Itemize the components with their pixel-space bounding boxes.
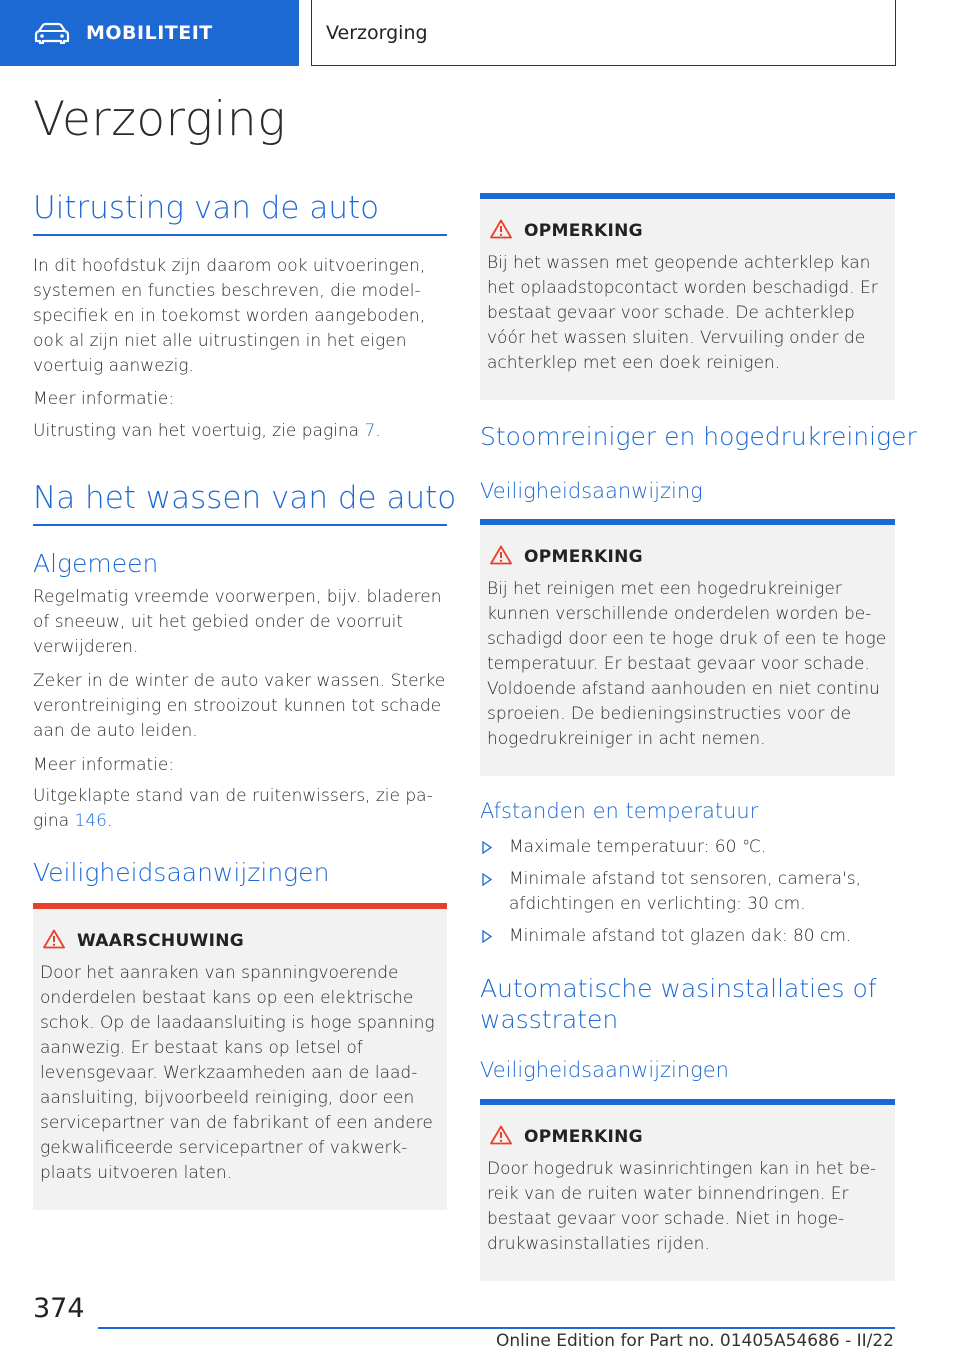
- paragraph-reference: [33, 784, 447, 834]
- list-item-text: Maximale temperatuur: 60 ℃.: [509, 837, 767, 857]
- notice-title: OPMERKING: [524, 221, 643, 241]
- heading-distances: Afstanden en temperatuur: [480, 799, 759, 823]
- warning-triangle-icon: [490, 219, 512, 239]
- list-item-text: Minimale afstand tot glazen dak: 80 cm.: [509, 926, 852, 946]
- page-number: 374: [33, 1293, 85, 1324]
- warning-triangle-icon: [490, 545, 512, 565]
- heading-general: Algemeen: [33, 549, 159, 578]
- warning-body: Door het aanraken van spanningvoerende onderdelen bestaat kans op een elektrische schok. Op de laadaansluiting is hoge spanning aanwezig. Er bestaat kans op letsel of levensgevaar. Werkzaamheden aan de laadaansluiting, bijvoorbeeld reiniging, door een servicepartner van de fabrikant of een andere gekwalificeerde servicepartner of vakwerkplaats uitvoeren laten.: [40, 963, 435, 1183]
- paragraph-more-info: Meer informatie:: [33, 389, 175, 409]
- heading-safety: Veiligheidsaanwijzingen: [33, 858, 330, 887]
- reference-end: .: [106, 811, 113, 831]
- notice-body: Bij het reinigen met een hogedrukreiniger kunnen verschillende onderdelen worden beschadigd door een te hoge druk of een te hoge temperatuur. Er bestaat gevaar voor schade. Voldoende afstand aanhouden en niet continu sproeien. De bedieningsinstructies voor de hogedrukreiniger in acht nemen.: [487, 579, 887, 749]
- paragraph-general-2: Zeker in de winter de auto vaker wassen. Sterke verontreiniging en strooizout kunnen tot schade aan de auto leiden.: [33, 671, 446, 741]
- notice-title: OPMERKING: [524, 1127, 643, 1147]
- current-topic: Verzorging: [311, 0, 896, 66]
- heading-car-wash: Automatische wasinstallaties of wasstraten: [480, 974, 877, 1034]
- notice-box-3: [480, 1099, 895, 1281]
- reference-text: Uitgeklapte stand van de ruitenwissers, zie pagina: [33, 786, 433, 831]
- page-link-146[interactable]: 146: [74, 811, 107, 831]
- notice-box-1: [480, 193, 895, 400]
- page-link-7[interactable]: 7: [364, 421, 376, 441]
- list-item-text: Minimale afstand tot sensoren, camera's, afdichtingen en verlichting: 30 cm.: [509, 869, 862, 914]
- triangle-bullet-icon: [482, 930, 492, 943]
- notice-bar: [480, 1099, 895, 1105]
- warning-bar: [33, 903, 447, 909]
- warning-triangle-icon: [490, 1125, 512, 1145]
- heading-rule: [33, 234, 447, 236]
- footer-rule: [98, 1327, 895, 1329]
- heading-safety-instruction: Veiligheidsaanwijzing: [480, 479, 703, 503]
- list-item: [480, 924, 895, 949]
- triangle-bullet-icon: [482, 873, 492, 886]
- notice-bar: [480, 193, 895, 199]
- list-item: [480, 867, 895, 917]
- triangle-bullet-icon: [482, 841, 492, 854]
- heading-safety-instructions: Veiligheidsaanwijzingen: [480, 1058, 729, 1082]
- heading-after-wash: Na het wassen van de auto: [33, 480, 457, 516]
- edition-label: Online Edition for Part no. 01405A54686 - II/22: [495, 1331, 894, 1351]
- list-item: [480, 835, 895, 860]
- paragraph-equipment: In dit hoofdstuk zijn daarom ook uitvoeringen, systemen en functies beschreven, die modelspecifiek en in toekomst worden aangeboden, ook al zijn niet alle uitrustingen in het eigen voertuig aanwezig.: [33, 256, 426, 376]
- bullet-list: [480, 835, 895, 956]
- paragraph-more-info: Meer informatie:: [33, 755, 175, 775]
- heading-equipment: Uitrusting van de auto: [33, 190, 380, 226]
- car-icon: [34, 22, 70, 44]
- warning-title: WAARSCHUWING: [77, 931, 245, 951]
- warning-box: [33, 903, 447, 1210]
- notice-box-2: [480, 519, 895, 776]
- section-tab-mobiliteit[interactable]: [0, 0, 299, 66]
- warning-triangle-icon: [43, 929, 65, 949]
- notice-bar: [480, 519, 895, 525]
- heading-steam-cleaner: Stoomreiniger en hogedrukreiniger: [480, 422, 917, 451]
- notice-title: OPMERKING: [524, 547, 643, 567]
- heading-rule: [33, 524, 447, 526]
- notice-body: Bij het wassen met geopende achterklep kan het oplaadstopcontact worden beschadigd. Er bestaat gevaar voor schade. De achterklep vóór het wassen sluiten. Vervuiling onder de achterklep met een doek reinigen.: [487, 253, 878, 373]
- page-header: [0, 0, 960, 66]
- notice-body: Door hogedruk wasinrichtingen kan in het bereik van de ruiten water binnendringen. Er bestaat gevaar voor schade. Niet in hogedrukwasinstallaties rijden.: [487, 1159, 877, 1254]
- reference-end: .: [375, 421, 381, 441]
- paragraph-reference: [33, 419, 447, 444]
- section-label: MOBILITEIT: [86, 22, 213, 44]
- paragraph-general-1: Regelmatig vreemde voorwerpen, bijv. bladeren of sneeuw, uit het gebied onder de voorruit verwijderen.: [33, 587, 442, 657]
- page-title: Verzorging: [33, 92, 286, 147]
- reference-text: Uitrusting van het voertuig, zie pagina: [33, 421, 365, 441]
